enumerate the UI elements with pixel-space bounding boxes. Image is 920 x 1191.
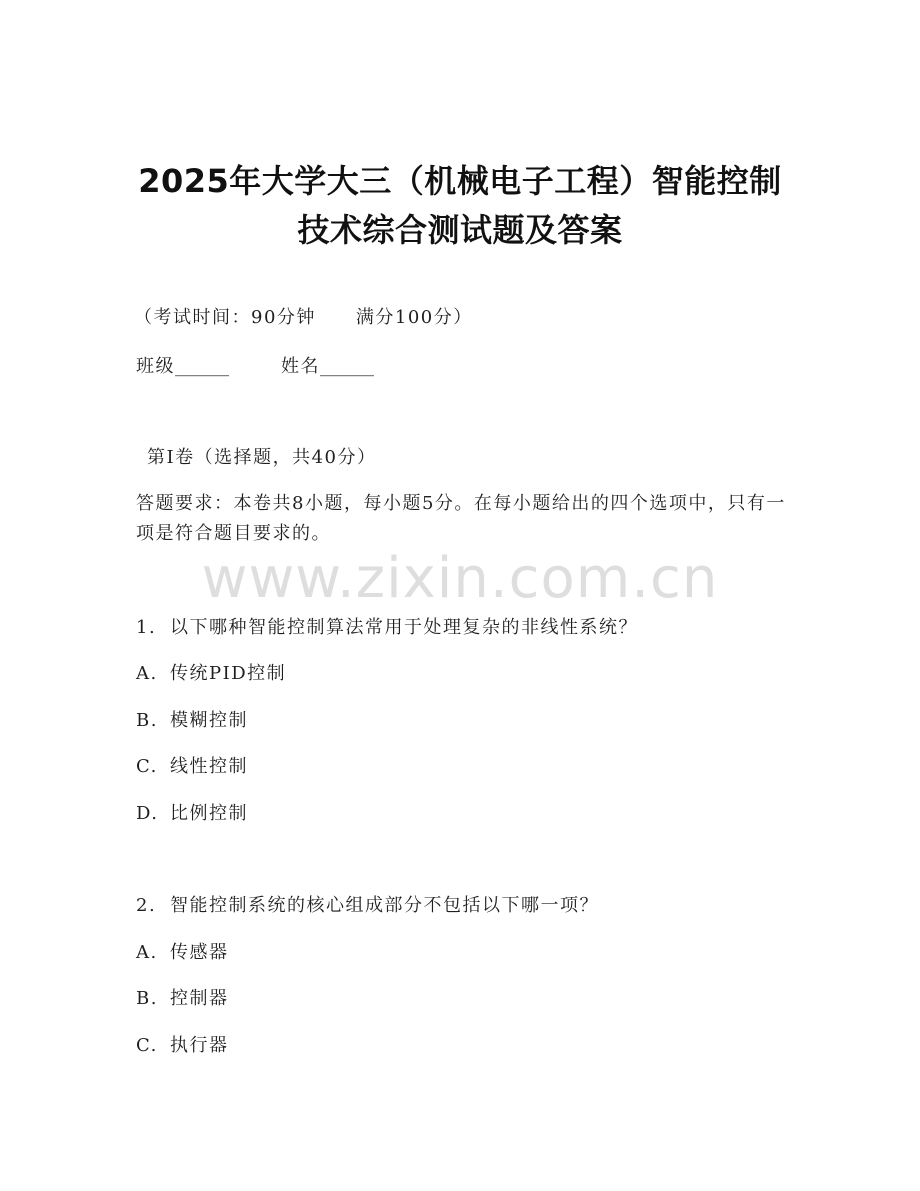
question-2-option-a: [136, 938, 229, 964]
document-title-line2: 技术综合测试题及答案: [297, 211, 623, 249]
option-text: 线性控制: [170, 756, 248, 777]
question-1-option-b: [136, 706, 248, 732]
option-letter: A.: [136, 663, 158, 684]
question-2-option-b: [136, 984, 229, 1010]
option-text: 比例控制: [170, 803, 248, 824]
name-blank: ______: [320, 356, 374, 377]
option-text: 传感器: [170, 942, 229, 963]
section-heading: 第I卷（选择题，共40分）: [147, 447, 377, 468]
instruction-text: 答题要求：本卷共8小题，每小题5分。在每小题给出的四个选项中，只有一项是符合题目要求的。: [136, 493, 786, 544]
question-1-option-c: [136, 752, 248, 778]
watermark: www.zixin.com.cn: [201, 546, 719, 611]
option-letter: C.: [136, 1035, 158, 1056]
option-text: 传统PID控制: [170, 663, 287, 684]
option-letter: C.: [136, 756, 158, 777]
question-2: [136, 891, 599, 917]
question-2-option-c: [136, 1031, 229, 1057]
option-text: 控制器: [170, 988, 229, 1009]
student-info: [136, 352, 374, 378]
exam-time: （考试时间：90分钟: [134, 307, 316, 328]
option-letter: B.: [136, 988, 158, 1009]
full-score: 满分100分）: [355, 307, 473, 328]
option-text: 执行器: [170, 1035, 229, 1056]
name-label: 姓名: [281, 356, 320, 377]
question-text: 以下哪种智能控制算法常用于处理复杂的非线性系统？: [170, 617, 638, 638]
document-title-line1: 2025年大学大三（机械电子工程）智能控制: [138, 162, 782, 200]
question-text: 智能控制系统的核心组成部分不包括以下哪一项？: [170, 895, 599, 916]
class-blank: ______: [175, 356, 229, 377]
question-1-option-a: [136, 659, 286, 685]
question-number: 2.: [136, 895, 157, 916]
class-label: 班级: [136, 356, 175, 377]
option-letter: D.: [136, 803, 159, 824]
option-text: 模糊控制: [170, 710, 248, 731]
question-1-option-d: [136, 799, 248, 825]
option-letter: A.: [136, 942, 158, 963]
question-number: 1.: [136, 617, 157, 638]
question-1: [136, 613, 638, 639]
exam-meta: [134, 303, 473, 329]
option-letter: B.: [136, 710, 158, 731]
